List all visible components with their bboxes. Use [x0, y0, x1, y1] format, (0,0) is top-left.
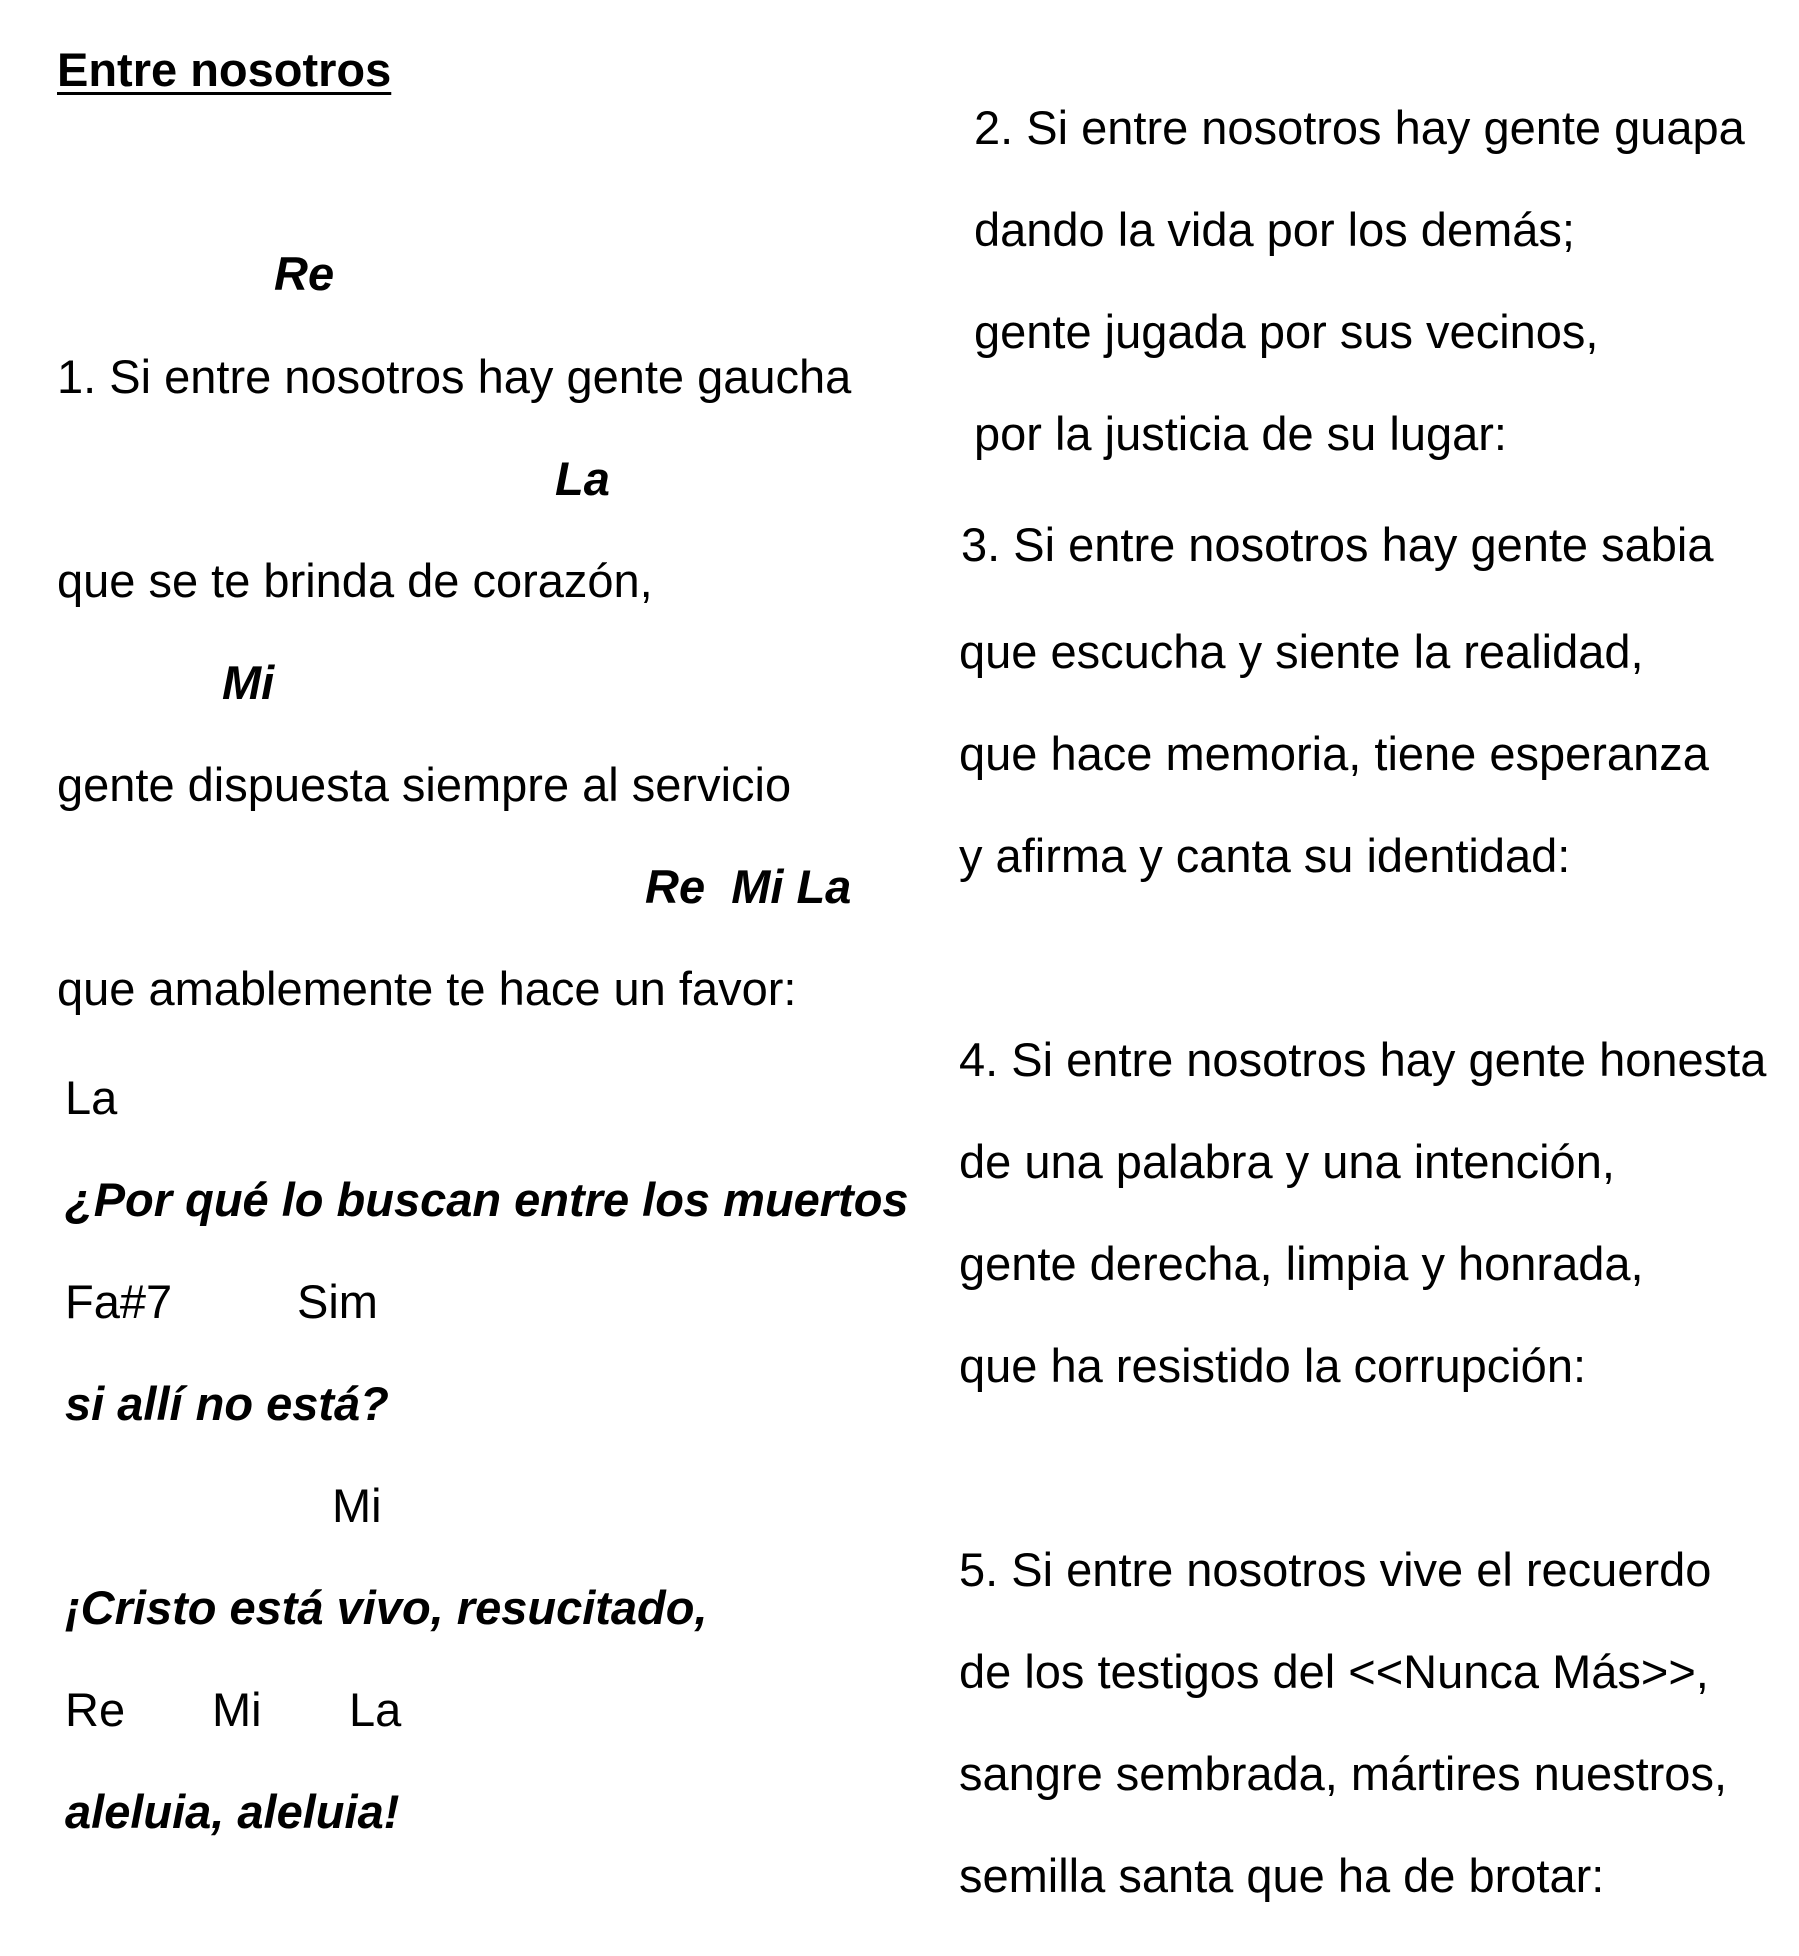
- chord-label: Fa#7: [65, 1275, 173, 1328]
- chord-label: La: [65, 1071, 118, 1124]
- chord-label: Mi: [332, 1479, 382, 1532]
- lyric-line: y afirma y canta su identidad:: [959, 829, 1571, 882]
- lyric-line: que amablemente te hace un favor:: [57, 962, 797, 1015]
- refrain-line: ¿Por qué lo buscan entre los muertos: [65, 1173, 909, 1226]
- refrain-line: si allí no está?: [65, 1377, 389, 1430]
- chord-label: Sim: [297, 1275, 378, 1328]
- lyric-line: gente derecha, limpia y honrada,: [959, 1237, 1644, 1290]
- chord-label: Re: [65, 1683, 126, 1736]
- lyric-line: que se te brinda de corazón,: [57, 554, 653, 607]
- lyric-line: que ha resistido la corrupción:: [959, 1339, 1587, 1392]
- chord-label: Mi: [222, 656, 275, 709]
- refrain-line: ¡Cristo está vivo, resucitado,: [65, 1581, 708, 1634]
- lyric-line: sangre sembrada, mártires nuestros,: [959, 1747, 1727, 1800]
- lyric-line: gente dispuesta siempre al servicio: [57, 758, 792, 811]
- lyric-line: de los testigos del <<Nunca Más>>,: [959, 1645, 1709, 1698]
- chord-label: Re: [274, 247, 335, 300]
- lyric-line: 2. Si entre nosotros hay gente guapa: [974, 101, 1745, 154]
- chord-label: Mi: [212, 1683, 262, 1736]
- lyric-line: gente jugada por sus vecinos,: [974, 305, 1599, 358]
- lyric-line: 3. Si entre nosotros hay gente sabia: [961, 518, 1714, 571]
- lyric-line: que escucha y siente la realidad,: [959, 625, 1644, 678]
- lyric-line: de una palabra y una intención,: [959, 1135, 1615, 1188]
- lyric-line: 4. Si entre nosotros hay gente honesta: [959, 1033, 1767, 1086]
- chord-label: Re Mi La: [645, 860, 852, 913]
- song-title: Entre nosotros: [57, 43, 392, 96]
- lyric-line: 1. Si entre nosotros hay gente gaucha: [57, 350, 852, 403]
- chord-label: La: [555, 452, 610, 505]
- lyric-line: dando la vida por los demás;: [974, 203, 1575, 256]
- chord-label: La: [349, 1683, 402, 1736]
- lyric-line: por la justicia de su lugar:: [974, 407, 1507, 460]
- lyric-line: semilla santa que ha de brotar:: [959, 1849, 1605, 1902]
- lyric-line: 5. Si entre nosotros vive el recuerdo: [959, 1543, 1712, 1596]
- refrain-line: aleluia, aleluia!: [65, 1785, 400, 1838]
- lyric-line: que hace memoria, tiene esperanza: [959, 727, 1709, 780]
